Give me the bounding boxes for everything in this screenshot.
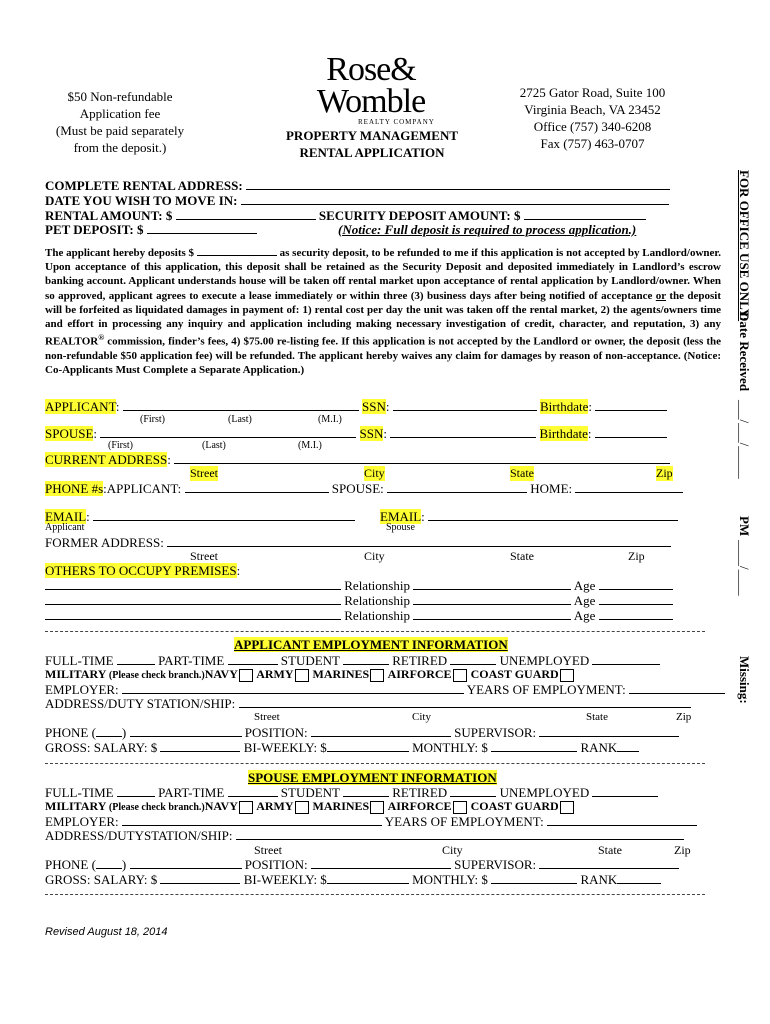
applicant-salary-row: GROSS: SALARY: $ BI-WEEKLY: $ MONTHLY: $ RANK [45,740,639,756]
applicant-employment-heading: APPLICANT EMPLOYMENT INFORMATION [234,637,508,652]
spouse-phone-field[interactable] [387,481,527,493]
student-field[interactable] [343,653,389,665]
spouse-row: SPOUSE: SSN: Birthdate: [45,426,667,442]
pm-label: PM [737,516,752,537]
spouse-employment-heading: SPOUSE EMPLOYMENT INFORMATION [248,770,497,785]
others-heading: OTHERS TO OCCUPY PREMISES: [45,563,241,578]
marines-checkbox[interactable] [370,669,384,682]
monthly-field[interactable] [491,872,577,884]
spouse-birthdate-field[interactable] [595,426,667,438]
monthly-field[interactable] [491,740,577,752]
occupant-name-field[interactable] [45,608,341,620]
rental-amount-field[interactable] [176,208,316,220]
deposit-notice: (Notice: Full deposit is required to process application.) [338,222,637,237]
biweekly-field[interactable] [327,740,409,752]
applicant-birthdate-field[interactable] [595,399,667,411]
navy-checkbox[interactable] [239,669,253,682]
applicant-phone-field[interactable] [185,481,329,493]
applicant-military-row: MILITARY (Please check branch.)NAVY ARMY MARINES AIRFORCE COAST GUARD [45,667,575,682]
applicant-status-row: FULL-TIME PART-TIME STUDENT RETIRED UNEMPLOYED [45,653,660,669]
rank-field[interactable] [617,872,661,884]
pm-field[interactable]: ____/____ [737,540,752,596]
applicant-phone-row: PHONE ( ) POSITION: SUPERVISOR: [45,725,679,741]
rental-address-row: COMPLETE RENTAL ADDRESS: [45,178,670,194]
phones-row: PHONE #s:APPLICANT: SPOUSE: HOME: [45,481,683,497]
applicant-ssn-field[interactable] [393,399,537,411]
move-in-row: DATE YOU WISH TO MOVE IN: [45,193,669,209]
rank-field[interactable] [617,740,639,752]
security-deposit-field[interactable] [524,208,646,220]
retired-field[interactable] [450,653,496,665]
biweekly-field[interactable] [327,872,409,884]
current-address-row: CURRENT ADDRESS: [45,452,670,468]
spouse-email-field[interactable] [428,509,678,521]
years-field[interactable] [547,814,697,826]
current-address-field[interactable] [174,452,670,464]
employer-field[interactable] [122,814,382,826]
duty-address-field[interactable] [236,828,684,840]
applicant-duty-row: ADDRESS/DUTY STATION/SHIP: [45,696,691,712]
coast-guard-checkbox[interactable] [560,801,574,814]
employer-field[interactable] [122,682,464,694]
occupant-relationship-field[interactable] [413,608,571,620]
applicant-row: APPLICANT: SSN: Birthdate: [45,399,667,415]
occupant-name-field[interactable] [45,593,341,605]
supervisor-field[interactable] [539,857,679,869]
occupant-age-field[interactable] [599,608,673,620]
spouse-duty-row: ADDRESS/DUTYSTATION/SHIP: [45,828,684,844]
divider [45,763,705,764]
gross-salary-field[interactable] [160,872,240,884]
date-received-field[interactable]: ___/___/_____ [737,400,752,479]
occupant-row-2: Relationship Age [45,593,673,609]
company-logo: Rose& Womble REALTY COMPANY [316,51,435,126]
work-phone-field[interactable] [130,725,242,737]
years-field[interactable] [629,682,725,694]
former-address-row: FORMER ADDRESS: [45,535,671,551]
date-received-label: Date Received [737,312,752,392]
occupant-age-field[interactable] [599,578,673,590]
area-code-field[interactable] [96,725,122,737]
position-field[interactable] [311,725,451,737]
rental-amount-row: RENTAL AMOUNT: $ SECURITY DEPOSIT AMOUNT: $ [45,208,646,224]
part-time-field[interactable] [228,653,278,665]
part-time-field[interactable] [228,785,278,797]
home-phone-field[interactable] [575,481,683,493]
occupant-name-field[interactable] [45,578,341,590]
occupant-age-field[interactable] [599,593,673,605]
occupant-relationship-field[interactable] [413,593,571,605]
deposit-terms-paragraph: The applicant hereby deposits $ as security deposit, to be refunded to me if this application is not accepted by Landlord/owner. Upon acceptance of this application, this deposit shall be retained as the Security Deposit and deposited immediately in Landlord’s escrow banking account. Applicant understands house will be taken off rental market upon acceptance of rental application by Landlord/owner. When so approved, applicant agrees to execute a lease immediately or within three (3) business days after being notified of acceptance or the deposit will be forfeited as liquidated damages in payment of: 1) rental cost per day the unit was taken off the rental market, 2) the agents/owners time and effort in processing any inquiry and application including making necessary investigation of credit, character, and reputation, 3) any REALTOR® commission, finder’s fees, 4) $75.00 re-listing fee. If this application is not accepted by the Landlord or owner, the deposit (less the non-refundable $50 application fee) will be refunded. The applicant hereby waives any claim for damages by reason of non-acceptance. (Notice: Co-Applicants Must Complete a Separate Application.) [45,247,722,377]
spouse-name-field[interactable] [100,426,356,438]
marines-checkbox[interactable] [370,801,384,814]
spouse-military-row: MILITARY (Please check branch.)NAVY ARMY MARINES AIRFORCE COAST GUARD [45,799,575,814]
full-time-field[interactable] [117,653,155,665]
revision-date: Revised August 18, 2014 [45,926,168,938]
airforce-checkbox[interactable] [453,801,467,814]
applicant-name-field[interactable] [123,399,359,411]
spouse-email-row: EMAIL: [380,509,678,525]
pet-deposit-row: PET DEPOSIT: $ [45,222,257,238]
occupant-relationship-field[interactable] [413,578,571,590]
full-time-field[interactable] [117,785,155,797]
occupant-row-1: Relationship Age [45,578,673,594]
office-use-label: FOR OFFICE USE ONLY: [737,170,752,322]
army-checkbox[interactable] [295,801,309,814]
spouse-employer-row: EMPLOYER: YEARS OF EMPLOYMENT: [45,814,697,830]
duty-address-field[interactable] [239,696,691,708]
email-row: EMAIL: [45,509,355,525]
retired-field[interactable] [450,785,496,797]
spouse-salary-row: GROSS: SALARY: $ BI-WEEKLY: $ MONTHLY: $ RANK [45,872,661,888]
deposit-amount-field[interactable] [197,246,277,256]
rental-address-field[interactable] [246,178,670,190]
airforce-checkbox[interactable] [453,669,467,682]
position-field[interactable] [311,857,451,869]
missing-label: Missing: [737,656,752,704]
spouse-phone-row: PHONE ( ) POSITION: SUPERVISOR: [45,857,679,873]
fee-note: $50 Non-refundable Application fee (Must be paid separately from the deposit.) [55,89,185,155]
divider [45,631,705,632]
pet-deposit-field[interactable] [147,222,257,234]
former-address-field[interactable] [167,535,671,547]
unemployed-field[interactable] [592,785,658,797]
applicant-email-field[interactable] [93,509,355,521]
spouse-ssn-field[interactable] [390,426,536,438]
move-in-field[interactable] [241,193,669,205]
page-title: PROPERTY MANAGEMENT RENTAL APPLICATION [285,128,459,160]
army-checkbox[interactable] [295,669,309,682]
coast-guard-checkbox[interactable] [560,669,574,682]
unemployed-field[interactable] [592,653,660,665]
navy-checkbox[interactable] [239,801,253,814]
company-address: 2725 Gator Road, Suite 100 Virginia Beach, VA 23452 Office (757) 340-6208 Fax (757) 463-0707 [519,85,666,151]
applicant-employer-row: EMPLOYER: YEARS OF EMPLOYMENT: [45,682,725,698]
occupant-row-3: Relationship Age [45,608,673,624]
divider [45,894,705,895]
work-phone-field[interactable] [130,857,242,869]
area-code-field[interactable] [96,857,122,869]
student-field[interactable] [343,785,389,797]
spouse-status-row: FULL-TIME PART-TIME STUDENT RETIRED UNEMPLOYED [45,785,658,801]
gross-salary-field[interactable] [160,740,240,752]
supervisor-field[interactable] [539,725,679,737]
